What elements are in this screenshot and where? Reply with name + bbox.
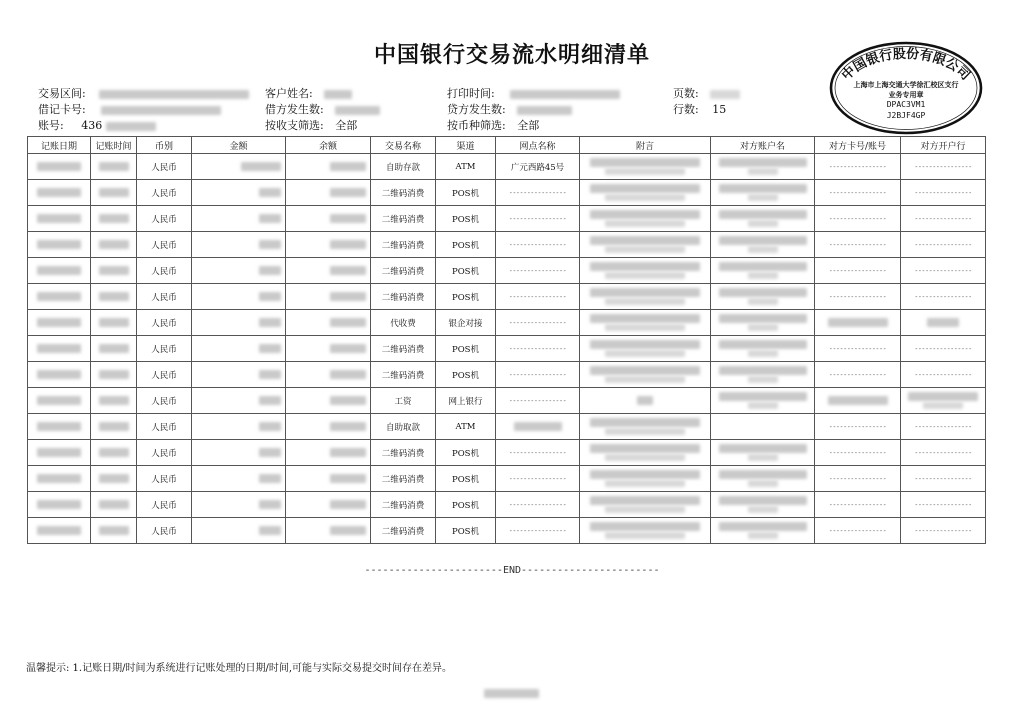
cell-memo xyxy=(580,466,711,492)
cell-tx-name: 二维码消费 xyxy=(371,362,436,388)
cell-branch xyxy=(496,154,580,180)
cell-branch: - - - - - - - - - - - - - - - - xyxy=(496,232,580,258)
table-row xyxy=(28,284,986,310)
stamp-line-4: J2BJF4GP xyxy=(886,111,926,120)
table-row xyxy=(28,206,986,232)
cell-branch: - - - - - - - - - - - - - - - - xyxy=(496,180,580,206)
currency-filter-field xyxy=(447,117,539,133)
col-header-currency: 币别 xyxy=(137,137,192,154)
cell-counterparty-bank: - - - - - - - - - - - - - - - - xyxy=(901,180,986,206)
cell-counterparty-account: - - - - - - - - - - - - - - - - xyxy=(815,440,901,466)
cell-date xyxy=(28,232,91,258)
transaction-table xyxy=(27,136,986,544)
cell-currency: 人民币 xyxy=(137,518,192,544)
cell-channel: POS机 xyxy=(436,362,496,388)
cell-counterparty-account: - - - - - - - - - - - - - - - - xyxy=(815,336,901,362)
cell-date xyxy=(28,388,91,414)
col-header-counterparty-name: 对方账户名 xyxy=(711,137,815,154)
col-header-tx-name: 交易名称 xyxy=(371,137,436,154)
currency-filter-value: 全部 xyxy=(517,119,540,132)
cell-tx-name: 二维码消费 xyxy=(371,518,436,544)
cell-counterparty-account: - - - - - - - - - - - - - - - - xyxy=(815,154,901,180)
cell-channel: 银企对接 xyxy=(436,310,496,336)
period-label: 交易区间: xyxy=(38,87,86,100)
cell-counterparty-name xyxy=(711,206,815,232)
cell-branch: - - - - - - - - - - - - - - - - xyxy=(496,258,580,284)
cell-balance xyxy=(286,154,371,180)
credit-value-redacted xyxy=(517,106,572,115)
cell-balance xyxy=(286,258,371,284)
cell-date xyxy=(28,310,91,336)
stamp-top-text: 中国银行股份有限公司 xyxy=(839,46,973,84)
page-title: 中国银行交易流水明细清单 xyxy=(373,42,650,68)
cell-channel: ATM xyxy=(436,414,496,440)
cell-amount xyxy=(192,466,286,492)
cell-counterparty-account xyxy=(815,310,901,336)
cell-balance xyxy=(286,232,371,258)
cell-currency: 人民币 xyxy=(137,388,192,414)
cell-channel: POS机 xyxy=(436,180,496,206)
cell-counterparty-bank: - - - - - - - - - - - - - - - - xyxy=(901,336,986,362)
cell-branch: - - - - - - - - - - - - - - - - xyxy=(496,362,580,388)
card-label: 借记卡号: xyxy=(38,103,86,116)
cell-balance xyxy=(286,388,371,414)
debit-label: 借方发生数: xyxy=(265,103,324,116)
cell-tx-name: 自助取款 xyxy=(371,414,436,440)
cell-balance xyxy=(286,206,371,232)
cell-time xyxy=(91,232,137,258)
cell-memo xyxy=(580,388,711,414)
cell-amount xyxy=(192,258,286,284)
cell-counterparty-bank: - - - - - - - - - - - - - - - - xyxy=(901,232,986,258)
currency-filter-label: 按币种筛选: xyxy=(447,119,506,132)
cell-counterparty-name xyxy=(711,258,815,284)
table-row xyxy=(28,518,986,544)
cell-memo xyxy=(580,336,711,362)
cell-counterparty-account: - - - - - - - - - - - - - - - - xyxy=(815,258,901,284)
table-row xyxy=(28,466,986,492)
cell-time xyxy=(91,518,137,544)
table-row xyxy=(28,492,986,518)
table-row xyxy=(28,388,986,414)
cell-currency: 人民币 xyxy=(137,310,192,336)
cell-branch: - - - - - - - - - - - - - - - - xyxy=(496,284,580,310)
table-row xyxy=(28,232,986,258)
cell-balance xyxy=(286,492,371,518)
cell-counterparty-account: - - - - - - - - - - - - - - - - xyxy=(815,414,901,440)
customer-field xyxy=(265,85,352,101)
cell-tx-name: 二维码消费 xyxy=(371,206,436,232)
cell-amount xyxy=(192,206,286,232)
cell-channel: POS机 xyxy=(436,232,496,258)
cell-date xyxy=(28,414,91,440)
cell-tx-name: 二维码消费 xyxy=(371,180,436,206)
col-header-balance: 余额 xyxy=(286,137,371,154)
cell-time xyxy=(91,492,137,518)
cell-counterparty-bank: - - - - - - - - - - - - - - - - xyxy=(901,492,986,518)
cell-time xyxy=(91,336,137,362)
cell-memo xyxy=(580,206,711,232)
account-label: 账号: xyxy=(38,119,64,132)
rows-value: 15 xyxy=(712,103,727,116)
rows-field xyxy=(673,101,726,117)
table-row xyxy=(28,414,986,440)
cell-tx-name: 二维码消费 xyxy=(371,440,436,466)
pages-field xyxy=(673,85,740,101)
svg-text:中国银行股份有限公司 xyxy=(839,46,974,84)
stamp-line-2: 业务专用章 xyxy=(888,90,924,99)
table-row xyxy=(28,336,986,362)
cell-counterparty-bank: - - - - - - - - - - - - - - - - xyxy=(901,440,986,466)
cell-currency: 人民币 xyxy=(137,284,192,310)
cell-channel: POS机 xyxy=(436,466,496,492)
cell-branch: - - - - - - - - - - - - - - - - xyxy=(496,388,580,414)
cell-counterparty-bank: - - - - - - - - - - - - - - - - xyxy=(901,206,986,232)
col-header-time: 记账时间 xyxy=(91,137,137,154)
cell-counterparty-name xyxy=(711,310,815,336)
table-row xyxy=(28,180,986,206)
cell-channel: POS机 xyxy=(436,258,496,284)
pages-value-redacted xyxy=(710,90,740,99)
cell-balance xyxy=(286,336,371,362)
period-field xyxy=(38,85,249,101)
cell-counterparty-bank: - - - - - - - - - - - - - - - - xyxy=(901,154,986,180)
cell-branch-text: 广元西路45号 xyxy=(510,162,565,173)
col-header-date: 记账日期 xyxy=(28,137,91,154)
customer-label: 客户姓名: xyxy=(265,87,313,100)
cell-counterparty-account: - - - - - - - - - - - - - - - - xyxy=(815,466,901,492)
cell-branch: - - - - - - - - - - - - - - - - xyxy=(496,336,580,362)
col-header-channel: 渠道 xyxy=(436,137,496,154)
card-value-redacted xyxy=(101,106,221,115)
cell-currency: 人民币 xyxy=(137,440,192,466)
cell-counterparty-bank xyxy=(901,310,986,336)
col-header-branch: 网点名称 xyxy=(496,137,580,154)
cell-balance xyxy=(286,466,371,492)
cell-channel: POS机 xyxy=(436,440,496,466)
cell-amount xyxy=(192,180,286,206)
cell-currency: 人民币 xyxy=(137,154,192,180)
cell-memo xyxy=(580,284,711,310)
cell-amount xyxy=(192,362,286,388)
cell-memo xyxy=(580,154,711,180)
cell-counterparty-account: - - - - - - - - - - - - - - - - xyxy=(815,284,901,310)
cell-amount xyxy=(192,414,286,440)
cell-date xyxy=(28,258,91,284)
account-value-redacted xyxy=(106,122,156,131)
cell-branch: - - - - - - - - - - - - - - - - xyxy=(496,518,580,544)
print-time-value-redacted xyxy=(510,90,620,99)
table-row xyxy=(28,440,986,466)
stamp-line-3: DPAC3VM1 xyxy=(886,100,926,109)
cell-tx-name: 自助存款 xyxy=(371,154,436,180)
cell-date xyxy=(28,180,91,206)
print-time-field xyxy=(447,85,620,101)
table-row xyxy=(28,362,986,388)
cell-counterparty-bank: - - - - - - - - - - - - - - - - xyxy=(901,258,986,284)
cell-memo xyxy=(580,518,711,544)
print-time-label: 打印时间: xyxy=(447,87,495,100)
account-field xyxy=(38,117,156,133)
account-prefix: 436 xyxy=(81,119,103,132)
cell-channel: POS机 xyxy=(436,518,496,544)
inout-filter-label: 按收支筛选: xyxy=(265,119,324,132)
cell-currency: 人民币 xyxy=(137,258,192,284)
cell-counterparty-name xyxy=(711,284,815,310)
cell-date xyxy=(28,284,91,310)
cell-balance xyxy=(286,362,371,388)
cell-date xyxy=(28,154,91,180)
cell-date xyxy=(28,440,91,466)
cell-balance xyxy=(286,440,371,466)
cell-amount xyxy=(192,336,286,362)
cell-branch: - - - - - - - - - - - - - - - - xyxy=(496,466,580,492)
cell-memo xyxy=(580,232,711,258)
cell-branch: - - - - - - - - - - - - - - - - xyxy=(496,310,580,336)
cell-tx-name: 工资 xyxy=(371,388,436,414)
cell-counterparty-account: - - - - - - - - - - - - - - - - xyxy=(815,232,901,258)
cell-counterparty-name xyxy=(711,414,815,440)
cell-counterparty-bank xyxy=(901,388,986,414)
cell-counterparty-name xyxy=(711,466,815,492)
cell-counterparty-bank: - - - - - - - - - - - - - - - - xyxy=(901,284,986,310)
cell-amount xyxy=(192,232,286,258)
cell-balance xyxy=(286,310,371,336)
credit-label: 贷方发生数: xyxy=(447,103,506,116)
cell-tx-name: 二维码消费 xyxy=(371,492,436,518)
cell-currency: 人民币 xyxy=(137,232,192,258)
cell-time xyxy=(91,206,137,232)
cell-memo xyxy=(580,440,711,466)
cell-memo xyxy=(580,180,711,206)
cell-channel: ATM xyxy=(436,154,496,180)
cell-branch: - - - - - - - - - - - - - - - - xyxy=(496,206,580,232)
cell-counterparty-name xyxy=(711,336,815,362)
cell-balance xyxy=(286,284,371,310)
cell-date xyxy=(28,362,91,388)
cell-time xyxy=(91,388,137,414)
cell-currency: 人民币 xyxy=(137,414,192,440)
cell-counterparty-account: - - - - - - - - - - - - - - - - xyxy=(815,492,901,518)
credit-field xyxy=(447,101,572,117)
cell-amount xyxy=(192,284,286,310)
stamp-line-1: 上海市上海交通大学徐汇校区支行 xyxy=(853,80,959,89)
cell-time xyxy=(91,466,137,492)
footnote: 温馨提示: 1.记账日期/时间为系统进行记账处理的日期/时间,可能与实际交易提交时间存在差异。 xyxy=(26,663,453,674)
cell-channel: POS机 xyxy=(436,206,496,232)
cell-time xyxy=(91,414,137,440)
debit-value-redacted xyxy=(335,106,380,115)
cell-channel: POS机 xyxy=(436,492,496,518)
cell-channel: 网上银行 xyxy=(436,388,496,414)
cell-tx-name: 二维码消费 xyxy=(371,284,436,310)
cell-balance xyxy=(286,518,371,544)
cell-amount xyxy=(192,518,286,544)
cell-currency: 人民币 xyxy=(137,492,192,518)
cell-counterparty-account: - - - - - - - - - - - - - - - - xyxy=(815,362,901,388)
cell-counterparty-account: - - - - - - - - - - - - - - - - xyxy=(815,206,901,232)
col-header-counterparty-account: 对方卡号/账号 xyxy=(815,137,901,154)
inout-filter-field xyxy=(265,117,357,133)
cell-memo xyxy=(580,414,711,440)
cell-counterparty-bank: - - - - - - - - - - - - - - - - xyxy=(901,414,986,440)
col-header-counterparty-bank: 对方开户行 xyxy=(901,137,986,154)
cell-amount xyxy=(192,388,286,414)
end-marker: -----------------------END----------------------- xyxy=(364,565,660,576)
cell-channel: POS机 xyxy=(436,284,496,310)
cell-counterparty-account: - - - - - - - - - - - - - - - - xyxy=(815,518,901,544)
pages-label: 页数: xyxy=(673,87,699,100)
cell-currency: 人民币 xyxy=(137,180,192,206)
cell-counterparty-bank: - - - - - - - - - - - - - - - - xyxy=(901,466,986,492)
table-row xyxy=(28,310,986,336)
cell-time xyxy=(91,284,137,310)
cell-date xyxy=(28,518,91,544)
cell-time xyxy=(91,154,137,180)
page-number-redacted xyxy=(484,683,539,702)
cell-counterparty-account: - - - - - - - - - - - - - - - - xyxy=(815,180,901,206)
card-field xyxy=(38,101,221,117)
cell-branch: - - - - - - - - - - - - - - - - xyxy=(496,492,580,518)
cell-tx-name: 代收费 xyxy=(371,310,436,336)
cell-counterparty-name xyxy=(711,388,815,414)
cell-currency: 人民币 xyxy=(137,362,192,388)
cell-branch xyxy=(496,414,580,440)
cell-amount xyxy=(192,492,286,518)
cell-date xyxy=(28,492,91,518)
cell-time xyxy=(91,258,137,284)
cell-counterparty-name xyxy=(711,492,815,518)
cell-memo xyxy=(580,258,711,284)
cell-currency: 人民币 xyxy=(137,336,192,362)
cell-amount xyxy=(192,310,286,336)
cell-date xyxy=(28,206,91,232)
col-header-memo: 附言 xyxy=(580,137,711,154)
cell-counterparty-name xyxy=(711,518,815,544)
cell-amount xyxy=(192,154,286,180)
cell-tx-name: 二维码消费 xyxy=(371,232,436,258)
cell-counterparty-bank: - - - - - - - - - - - - - - - - xyxy=(901,362,986,388)
cell-currency: 人民币 xyxy=(137,206,192,232)
cell-currency: 人民币 xyxy=(137,466,192,492)
period-value-redacted xyxy=(99,90,249,99)
cell-balance xyxy=(286,414,371,440)
cell-counterparty-name xyxy=(711,440,815,466)
cell-time xyxy=(91,440,137,466)
cell-memo xyxy=(580,362,711,388)
table-row xyxy=(28,258,986,284)
cell-tx-name: 二维码消费 xyxy=(371,336,436,362)
cell-memo xyxy=(580,310,711,336)
cell-tx-name: 二维码消费 xyxy=(371,466,436,492)
cell-date xyxy=(28,466,91,492)
cell-time xyxy=(91,180,137,206)
cell-channel: POS机 xyxy=(436,336,496,362)
rows-label: 行数: xyxy=(673,103,699,116)
cell-counterparty-name xyxy=(711,232,815,258)
customer-value-redacted xyxy=(324,90,352,99)
cell-time xyxy=(91,310,137,336)
cell-time xyxy=(91,362,137,388)
col-header-amount: 金额 xyxy=(192,137,286,154)
cell-counterparty-account xyxy=(815,388,901,414)
cell-counterparty-name xyxy=(711,154,815,180)
cell-balance xyxy=(286,180,371,206)
cell-counterparty-bank: - - - - - - - - - - - - - - - - xyxy=(901,518,986,544)
cell-counterparty-name xyxy=(711,362,815,388)
cell-counterparty-name xyxy=(711,180,815,206)
debit-field xyxy=(265,101,380,117)
cell-memo xyxy=(580,492,711,518)
inout-filter-value: 全部 xyxy=(335,119,358,132)
cell-date xyxy=(28,336,91,362)
table-header-row xyxy=(28,137,986,154)
table-row xyxy=(28,154,986,180)
cell-amount xyxy=(192,440,286,466)
cell-branch: - - - - - - - - - - - - - - - - xyxy=(496,440,580,466)
cell-tx-name: 二维码消费 xyxy=(371,258,436,284)
